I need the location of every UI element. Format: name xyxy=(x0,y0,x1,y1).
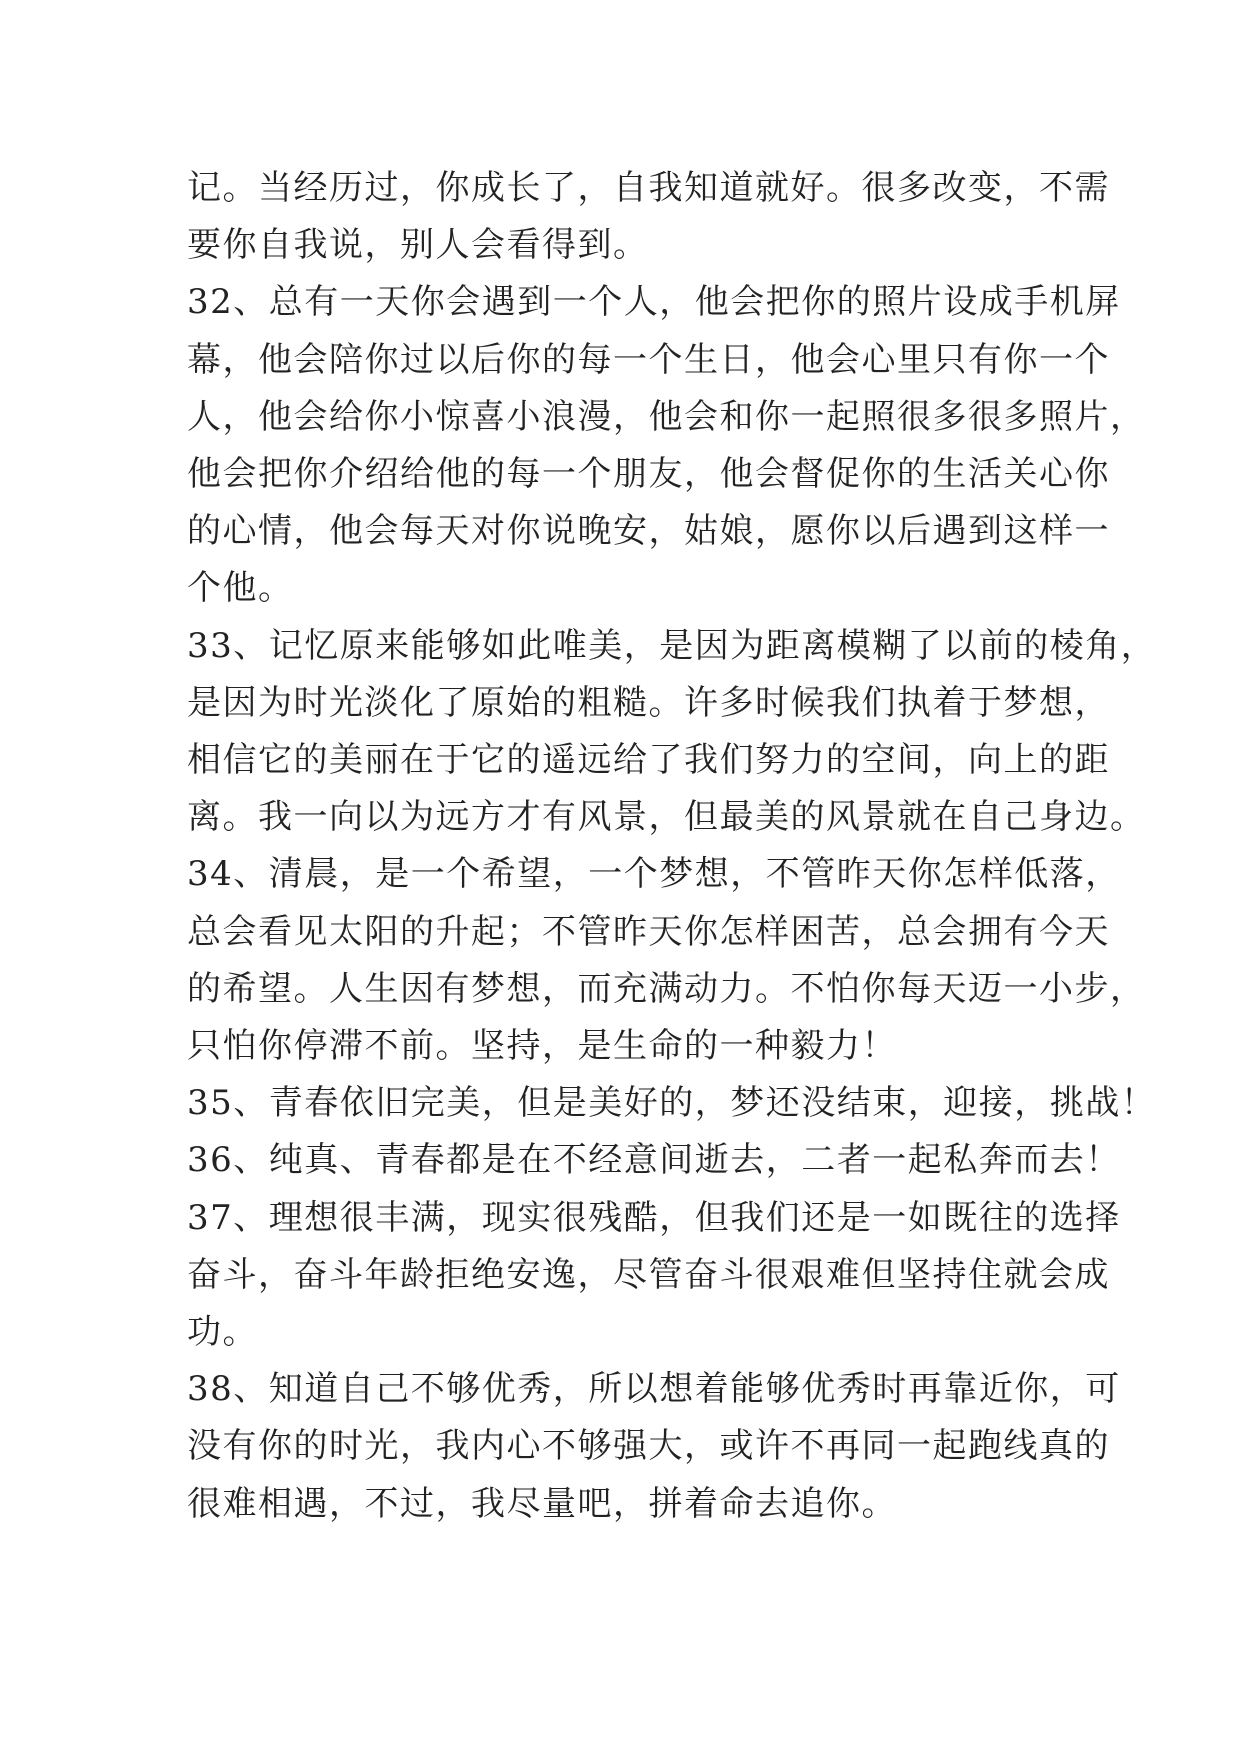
text-line: 只怕你停滞不前。坚持，是生命的一种毅力！ xyxy=(187,1026,897,1067)
paragraph-item-36 xyxy=(187,1132,1121,1189)
text-line: 35、青春依旧完美，但是美好的，梦还没结束，迎接，挑战！ xyxy=(187,1083,1157,1124)
text-line: 的希望。人生因有梦想，而充满动力。不怕你每天迈一小步， xyxy=(187,968,1146,1009)
paragraph-item-37 xyxy=(187,1190,1121,1362)
text-line: 38、知道自己不够优秀，所以想着能够优秀时再靠近你，可 xyxy=(187,1369,1121,1410)
text-line: 很难相遇，不过，我尽量吧，拼着命去追你。 xyxy=(187,1483,897,1524)
text-line: 幕，他会陪你过以后你的每一个生日，他会心里只有你一个 xyxy=(187,339,1110,380)
paragraph-item-38 xyxy=(187,1361,1121,1533)
paragraph-item-33 xyxy=(187,618,1157,847)
text-line: 36、纯真、青春都是在不经意间逝去，二者一起私奔而去！ xyxy=(187,1140,1121,1181)
text-line: 33、记忆原来能够如此唯美，是因为距离模糊了以前的棱角， xyxy=(187,625,1157,666)
text-line: 37、理想很丰满，现实很残酷，但我们还是一如既往的选择 xyxy=(187,1197,1121,1238)
text-line: 没有你的时光，我内心不够强大，或许不再同一起跑线真的 xyxy=(187,1426,1110,1467)
text-line: 奋斗，奋斗年龄拒绝安逸，尽管奋斗很艰难但坚持住就会成 xyxy=(187,1254,1110,1295)
text-line: 他会把你介绍给他的每一个朋友，他会督促你的生活关心你 xyxy=(187,454,1110,495)
text-line: 要你自我说，别人会看得到。 xyxy=(187,225,649,266)
text-line: 的心情，他会每天对你说晚安，姑娘，愿你以后遇到这样一 xyxy=(187,511,1110,552)
paragraph-continued xyxy=(187,160,1110,274)
text-line: 人，他会给你小惊喜小浪漫，他会和你一起照很多很多照片， xyxy=(187,396,1146,437)
text-line: 总会看见太阳的升起；不管昨天你怎样困苦，总会拥有今天 xyxy=(187,911,1110,952)
paragraph-item-35 xyxy=(187,1075,1157,1132)
text-line: 功。 xyxy=(187,1312,258,1353)
paragraph-item-32 xyxy=(187,274,1146,617)
text-line: 是因为时光淡化了原始的粗糙。许多时候我们执着于梦想， xyxy=(187,682,1110,723)
document-body xyxy=(187,160,1157,1533)
text-line: 32、总有一天你会遇到一个人，他会把你的照片设成手机屏 xyxy=(187,282,1121,323)
text-line: 记。当经历过，你成长了，自我知道就好。很多改变，不需 xyxy=(187,168,1110,208)
text-line: 34、清晨，是一个希望，一个梦想，不管昨天你怎样低落， xyxy=(187,854,1121,895)
text-line: 个他。 xyxy=(187,568,294,609)
text-line: 离。我一向以为远方才有风景，但最美的风景就在自己身边。 xyxy=(187,797,1146,838)
paragraph-item-34 xyxy=(187,846,1146,1075)
text-line: 相信它的美丽在于它的遥远给了我们努力的空间，向上的距 xyxy=(187,740,1110,781)
